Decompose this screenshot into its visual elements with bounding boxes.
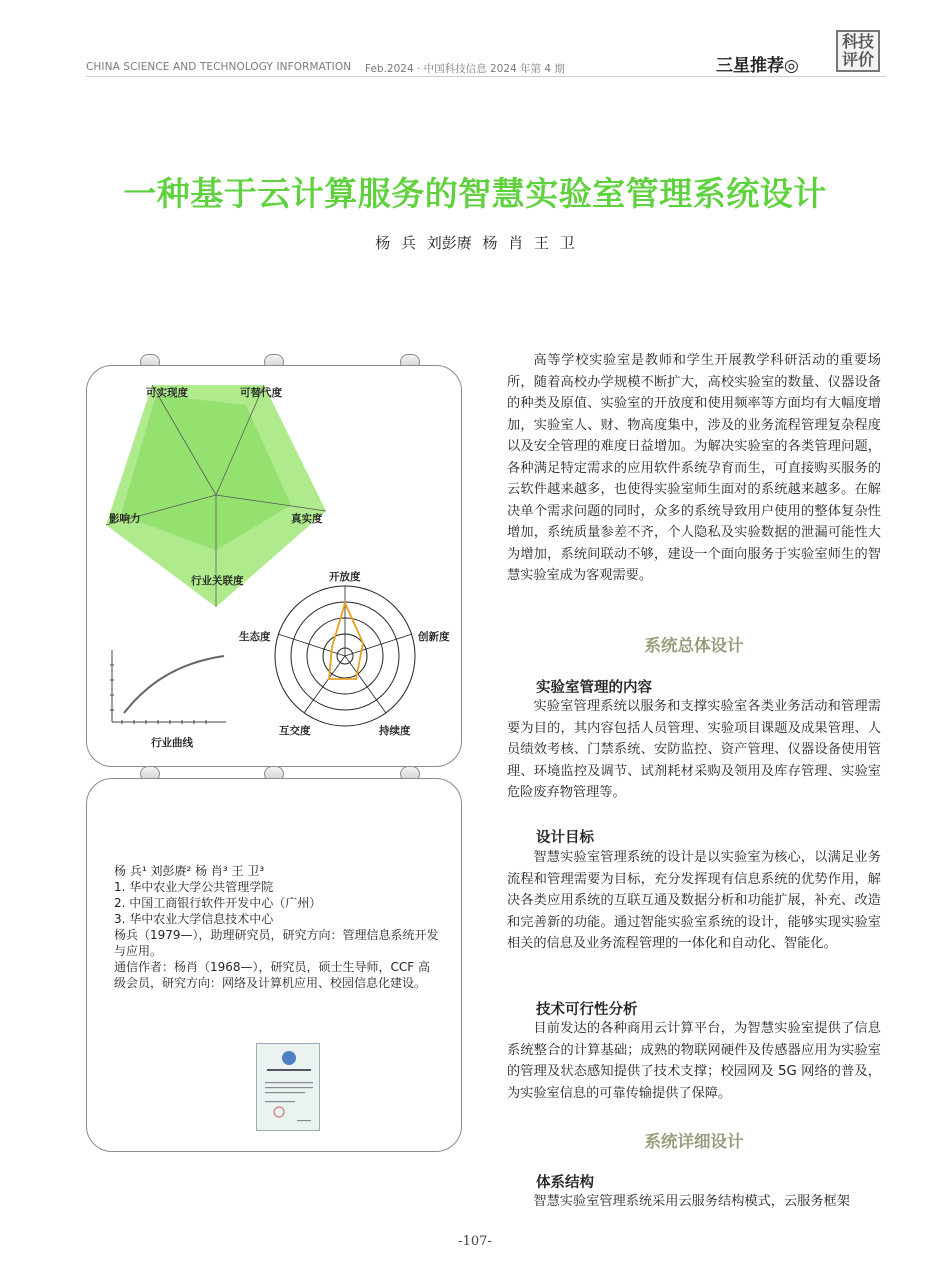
page-number: -107- xyxy=(458,1234,492,1249)
header-rule xyxy=(86,76,886,77)
subheading-feasibility: 技术可行性分析 xyxy=(536,1002,638,1018)
badge-line-2: 评价 xyxy=(841,50,874,69)
subheading-content: 实验室管理的内容 xyxy=(536,680,652,696)
subheading-goals: 设计目标 xyxy=(536,830,594,846)
affiliation-line: 2. 中国工商银行软件开发中心（广州） xyxy=(114,896,322,910)
industry-curve xyxy=(124,656,224,713)
radar-label-industry-relevance: 行业关联度 xyxy=(191,575,244,587)
radar-label-interaction: 互交度 xyxy=(279,725,311,737)
affiliation-block xyxy=(114,863,440,991)
curve-label: 行业曲线 xyxy=(151,737,193,749)
journal-name: CHINA SCIENCE AND TECHNOLOGY INFORMATION xyxy=(86,61,352,73)
article-title: 一种基于云计算服务的智慧实验室管理系统设计 xyxy=(123,174,827,213)
radar-label-substitutability: 可替代度 xyxy=(240,387,282,399)
radar-label-openness: 开放度 xyxy=(329,571,361,583)
subheading-architecture: 体系结构 xyxy=(536,1175,594,1191)
content-paragraph: 实验室管理系统以服务和支撑实验室各类业务活动和管理需要为目的，其内容包括人员管理、实验项目课题及成果管理、人员绩效考核、门禁系统、安防监控、资产管理、仪器设备使用管理、环境监控及调节、试剂耗材采购及领用及库存管理、实验室危险废弃物管理等。 xyxy=(507,699,881,800)
affiliation-line: 1. 华中农业大学公共管理学院 xyxy=(114,880,274,894)
section-heading-detailed: 系统详细设计 xyxy=(644,1132,744,1151)
intro-paragraph: 高等学校实验室是教师和学生开展教学科研活动的重要场所，随着高校办学规模不断扩大，高校实验室的数量、仪器设备的种类及原值、实验室的开放度和使用频率等方面均有大幅度增加，实验室人、财、物高度集中，涉及的业务流程管理复杂程度以及安全管理的难度日益增加。为解决实验室的各类管理问题，各种满足特定需求的应用软件系统孕育而生，可直接购买服务的云软件越来越多，也使得实验室师生面对的系统越来越多。在解决单个需求问题的同时，众多的系统导致用户使用的整体复杂性增加，系统质量参差不齐，个人隐私及实验数据的泄漏可能性大为增加，系统间联动不够，建设一个面向服务于实验室师生的智慧实验室成为客观需要。 xyxy=(507,353,881,583)
article-authors: 杨 兵 刘彭赓 杨 肖 王 卫 xyxy=(375,234,575,252)
author-bio: 杨兵（1979—），助理研究员，研究方向：管理信息系统开发与应用。 xyxy=(114,928,439,958)
figure-graphic xyxy=(86,365,462,767)
small-radar-series xyxy=(329,603,363,679)
affiliation-line: 3. 华中农业大学信息技术中心 xyxy=(114,912,274,926)
section-heading-overall: 系统总体设计 xyxy=(644,636,744,655)
column-badge xyxy=(836,30,880,72)
feasibility-paragraph: 目前发达的各种商用云计算平台，为智慧实验室提供了信息系统整合的计算基础；成熟的物联网硬件及传感器应用为实验室的管理及状态感知提供了技术支撑；校园网及 5G 网络的普及，为实验室信息的可靠传输提供了保障。 xyxy=(507,1021,881,1101)
issue-info: Feb.2024 · 中国科技信息 2024 年第 4 期 xyxy=(365,63,565,75)
column-tag: 三星推荐◎ xyxy=(716,56,799,76)
goals-paragraph: 智慧实验室管理系统的设计是以实验室为核心，以满足业务流程和管理需要为目标，充分发挥现有信息系统的优势作用，解决各类应用系统的互联互通及数据分析和功能扩展，补充、改造和完善新的功能。通过智能实验室系统的设计，能够实现实验室相关的信息及业务流程管理的一体化和自动化、智能化。 xyxy=(507,850,881,951)
curve-ticks xyxy=(110,665,206,724)
radar-label-ecology: 生态度 xyxy=(239,631,271,643)
corresponding-author: 通信作者：杨肖（1968—），研究员，硕士生导师，CCF 高级会员，研究方向：网络及计算机应用、校园信息化建设。 xyxy=(114,960,431,990)
badge-line-1: 科技 xyxy=(841,32,874,51)
radar-label-feasibility: 可实现度 xyxy=(146,387,188,399)
radar-label-innovation: 创新度 xyxy=(418,631,450,643)
radar-label-sustainability: 持续度 xyxy=(379,725,411,737)
certificate-image xyxy=(256,1043,320,1131)
affiliation-names: 杨 兵¹ 刘彭赓² 杨 肖³ 王 卫³ xyxy=(114,864,265,878)
radar-label-influence: 影响力 xyxy=(109,513,141,525)
radar-label-authenticity: 真实度 xyxy=(291,513,323,525)
architecture-paragraph: 智慧实验室管理系统采用云服务结构模式，云服务框架 xyxy=(533,1194,850,1209)
curve-axes xyxy=(112,650,226,722)
